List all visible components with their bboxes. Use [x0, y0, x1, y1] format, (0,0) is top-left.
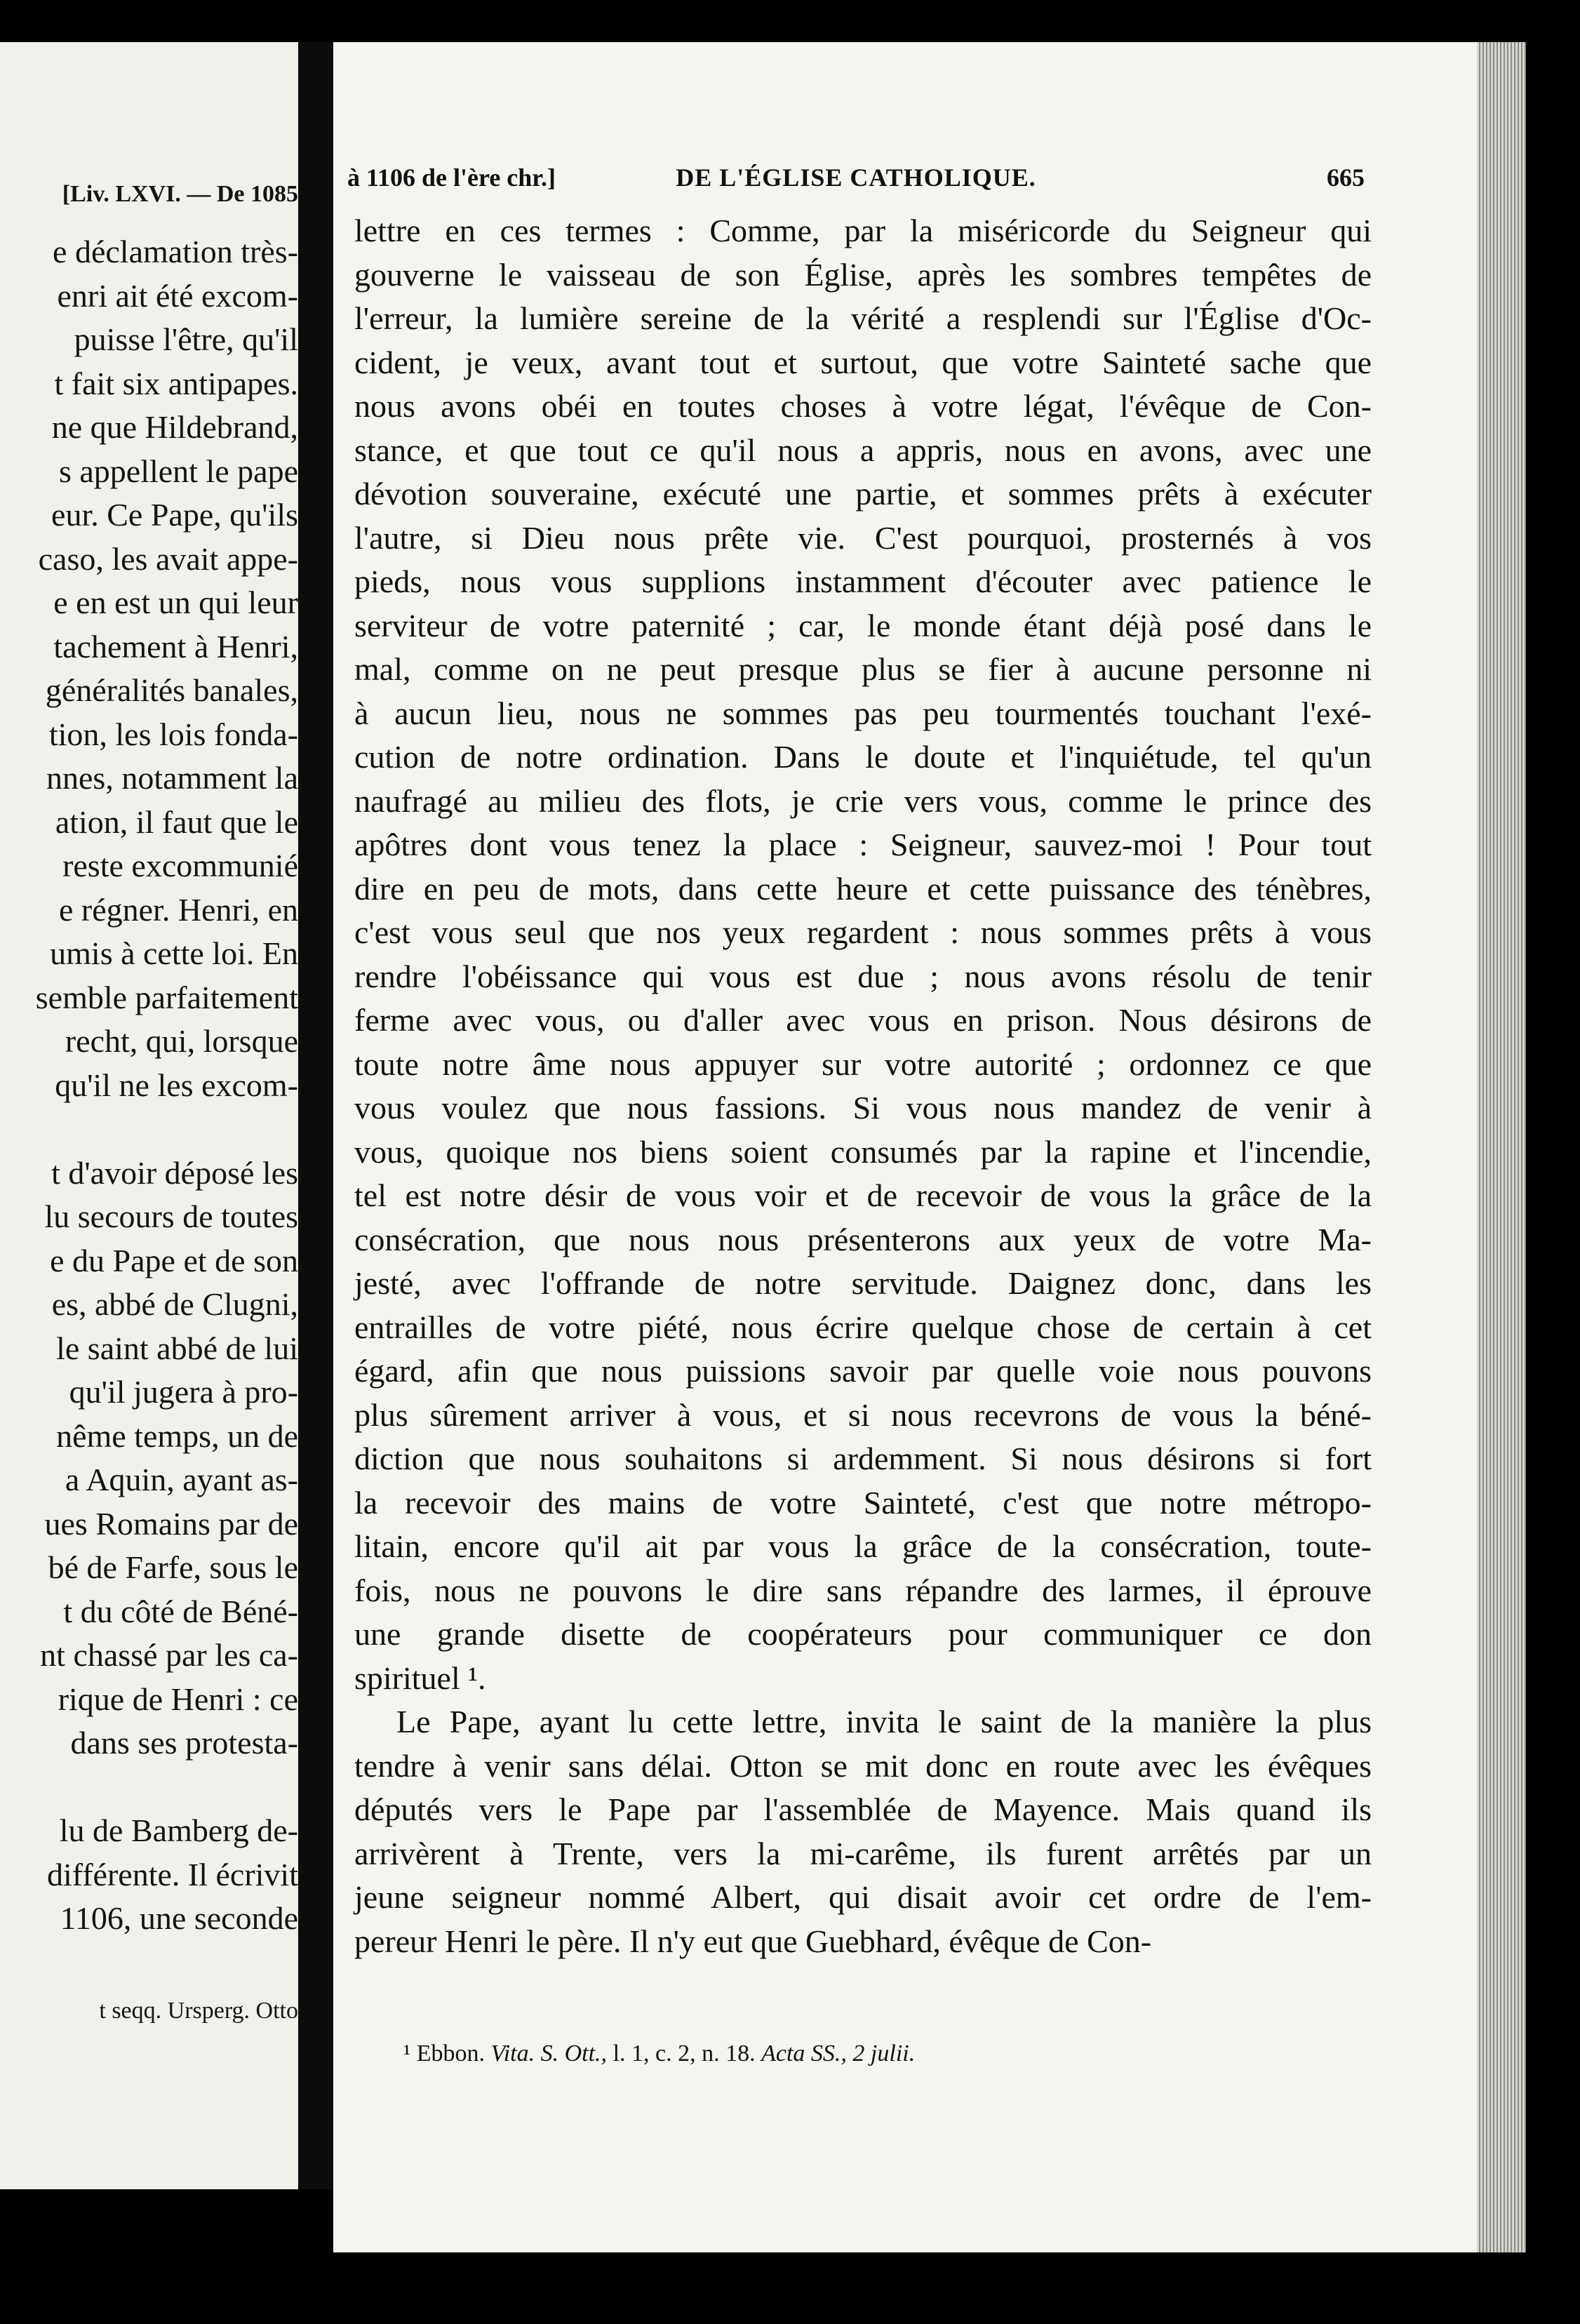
- footnote-marker: ¹ Ebbon.: [403, 2041, 485, 2066]
- left-text-line: caso, les avait appe-: [38, 540, 298, 577]
- text-line: vous, quoique nos biens soient consumés par la rapine et l'incendie,: [354, 1133, 1372, 1170]
- left-text-line: t d'avoir déposé les: [51, 1154, 298, 1191]
- text-line: gouverne le vaisseau de son Église, après les sombres tempêtes de: [354, 256, 1372, 293]
- running-head: [347, 163, 1365, 198]
- left-text-line: lu de Bamberg de-: [59, 1812, 298, 1848]
- text-line: tendre à venir sans délai. Otton se mit donc en route avec les évêques: [354, 1747, 1372, 1784]
- text-line: cution de notre ordination. Dans le doute et l'inquiétude, tel qu'un: [354, 739, 1372, 775]
- text-line: dévotion souveraine, exécuté une partie, et sommes prêts à exécuter: [354, 476, 1372, 512]
- left-text-line: e du Pape et de son: [50, 1242, 298, 1278]
- book-gutter: [298, 42, 333, 2189]
- text-line: plus sûrement arriver à vous, et si nous recevrons de vous la béné-: [354, 1396, 1372, 1433]
- text-line: tel est notre désir de vous voir et de recevoir de vous la grâce de la: [354, 1177, 1372, 1213]
- left-running-head: [Liv. LXVI. — De 1085: [62, 181, 298, 207]
- left-text-line: e en est un qui leur: [53, 585, 298, 620]
- left-text-line: nême temps, un de: [56, 1417, 298, 1454]
- text-line: dire en peu de mots, dans cette heure et cette puissance des ténèbres,: [354, 870, 1372, 907]
- left-text-line: reste excommunié: [62, 848, 298, 883]
- left-text-line: ues Romains par de: [44, 1505, 298, 1542]
- left-text-line: nt chassé par les ca-: [40, 1637, 298, 1673]
- left-text-line: ne que Hildebrand,: [51, 409, 298, 445]
- left-text-line: rique de Henri : ce: [58, 1681, 298, 1717]
- text-line: fois, nous ne pouvons le dire sans répandre des larmes, il éprouve: [354, 1572, 1372, 1608]
- left-text-line: puisse l'être, qu'il: [74, 321, 298, 357]
- text-line: spirituel ¹.: [354, 1659, 486, 1696]
- left-text-line: [0, 1107, 298, 1151]
- text-line: une grande disette de coopérateurs pour communiquer ce don: [354, 1616, 1372, 1652]
- left-text-line: recht, qui, lorsque: [65, 1023, 298, 1059]
- left-text-line: a Aquin, ayant as-: [65, 1462, 298, 1497]
- text-line: arrivèrent à Trente, vers la mi-carême, ils furent arrêtés par un: [354, 1835, 1372, 1871]
- text-line: à aucun lieu, nous ne sommes pas peu tourmentés touchant l'exé-: [354, 695, 1372, 731]
- left-text-line: nnes, notamment la: [46, 760, 298, 796]
- right-page: [333, 42, 1526, 2252]
- text-line: c'est vous seul que nos yeux regardent : nous sommes prêts à vous: [354, 914, 1372, 950]
- left-text-line: umis à cette loi. En: [50, 935, 298, 971]
- left-text-line: tion, les lois fonda-: [48, 716, 298, 752]
- text-line: jesté, avec l'offrande de notre servitude. Daignez donc, dans les: [354, 1265, 1372, 1301]
- text-line: l'erreur, la lumière sereine de la vérité a resplendi sur l'Église d'Oc-: [354, 300, 1372, 336]
- text-line: pieds, nous vous supplions instamment d'écouter avec patience le: [354, 563, 1372, 599]
- text-line: vous voulez que nous fassions. Si vous nous mandez de venir à: [354, 1090, 1372, 1126]
- left-text-line: dans ses protesta-: [70, 1725, 298, 1761]
- text-line: ferme avec vous, ou d'aller avec vous en prison. Nous désirons de: [354, 1002, 1372, 1038]
- page-number: 665: [1327, 163, 1365, 192]
- text-line: Le Pape, ayant lu cette lettre, invita le saint de la manière la plus: [396, 1704, 1372, 1739]
- left-text-line: généralités banales,: [45, 672, 298, 708]
- text-line: serviteur de votre paternité ; car, le monde étant déjà posé dans le: [354, 607, 1372, 643]
- left-page-fragment: [0, 42, 298, 2189]
- left-text-line: tachement à Henri,: [53, 628, 298, 665]
- text-line: jeune seigneur nommé Albert, qui disait avoir cet ordre de l'em-: [354, 1879, 1372, 1915]
- footnote: [403, 2041, 1421, 2067]
- left-text-line: t fait six antipapes.: [54, 365, 298, 401]
- footnote-reference: l. 1, c. 2, n. 18.: [612, 2041, 756, 2066]
- left-text-line: s appellent le pape: [58, 453, 298, 489]
- text-line: députés vers le Pape par l'assemblée de Mayence. Mais quand ils: [354, 1791, 1372, 1827]
- left-text-line: qu'il ne les excom-: [55, 1067, 298, 1103]
- text-line: mal, comme on ne peut presque plus se fier à aucune personne ni: [354, 651, 1372, 687]
- page-edge: [1477, 42, 1526, 2252]
- left-text-line: le saint abbé de lui: [56, 1330, 298, 1366]
- left-text-line: t du côté de Béné-: [63, 1593, 298, 1629]
- text-line: rendre l'obéissance qui vous est due ; nous avons résolu de tenir: [354, 958, 1372, 994]
- left-text-line: e déclamation très-: [53, 234, 298, 269]
- text-line: entrailles de votre piété, nous écrire quelque chose de certain à cet: [354, 1309, 1372, 1345]
- text-line: naufragé au milieu des flots, je crie vers vous, comme le prince des: [354, 782, 1372, 819]
- left-text-line: [0, 1941, 298, 1985]
- left-footnote: t seqq. Ursperg. Otto: [99, 1998, 298, 2024]
- left-text-line: différente. Il écrivit: [46, 1856, 298, 1892]
- body-text: [354, 209, 1372, 1963]
- text-line: diction que nous souhaitons si ardemment. Si nous désirons si fort: [354, 1441, 1372, 1476]
- text-line: nous avons obéi en toutes choses à votre légat, l'évêque de Con-: [354, 388, 1372, 424]
- left-text-line: es, abbé de Clugni,: [51, 1286, 298, 1322]
- running-head-title: DE L'ÉGLISE CATHOLIQUE.: [676, 163, 1036, 192]
- left-text-line: enri ait été excom-: [57, 277, 298, 314]
- left-text-line: qu'il jugera à pro-: [69, 1374, 298, 1410]
- text-line: cident, je veux, avant tout et surtout, que votre Sainteté sache que: [354, 344, 1372, 380]
- text-line: stance, et que tout ce qu'il nous a appris, nous en avons, avec une: [354, 432, 1372, 468]
- left-text-line: eur. Ce Pape, qu'ils: [51, 497, 298, 533]
- footnote-date: 2 julii.: [852, 2041, 916, 2066]
- left-text-line: e régner. Henri, en: [58, 891, 298, 928]
- left-text-line: semble parfaitement: [35, 979, 298, 1015]
- text-line: consécration, que nous nous présenterons aux yeux de votre Ma-: [354, 1221, 1372, 1257]
- text-line: lettre en ces termes : Comme, par la miséricorde du Seigneur qui: [354, 213, 1372, 248]
- running-head-date-range: à 1106 de l'ère chr.]: [347, 163, 556, 192]
- text-line: égard, afin que nous puissions savoir par quelle voie nous pouvons: [354, 1353, 1372, 1389]
- left-text-line: bé de Farfe, sous le: [48, 1549, 298, 1585]
- footnote-citation-acta: Acta SS.,: [761, 2041, 847, 2066]
- text-line: la recevoir des mains de votre Sainteté, c'est que notre métropo-: [354, 1484, 1372, 1521]
- text-line: l'autre, si Dieu nous prête vie. C'est pourquoi, prosternés à vos: [354, 519, 1372, 556]
- text-line: litain, encore qu'il ait par vous la grâce de la consécration, toute-: [354, 1528, 1372, 1564]
- left-text-line: lu secours de toutes: [44, 1198, 298, 1234]
- text-line: apôtres dont vous tenez la place : Seigneur, sauvez-moi ! Pour tout: [354, 827, 1372, 862]
- text-line: pereur Henri le père. Il n'y eut que Guebhard, évêque de Con-: [354, 1923, 1152, 1959]
- left-text-line: 1106, une seconde: [60, 1900, 298, 1936]
- left-text-line: [0, 1765, 298, 1810]
- left-text-block: [0, 230, 298, 1984]
- text-line: toute notre âme nous appuyer sur votre autorité ; ordonnez ce que: [354, 1046, 1372, 1082]
- footnote-citation-vita: Vita. S. Ott.,: [490, 2041, 608, 2066]
- left-text-line: ation, il faut que le: [55, 803, 298, 840]
